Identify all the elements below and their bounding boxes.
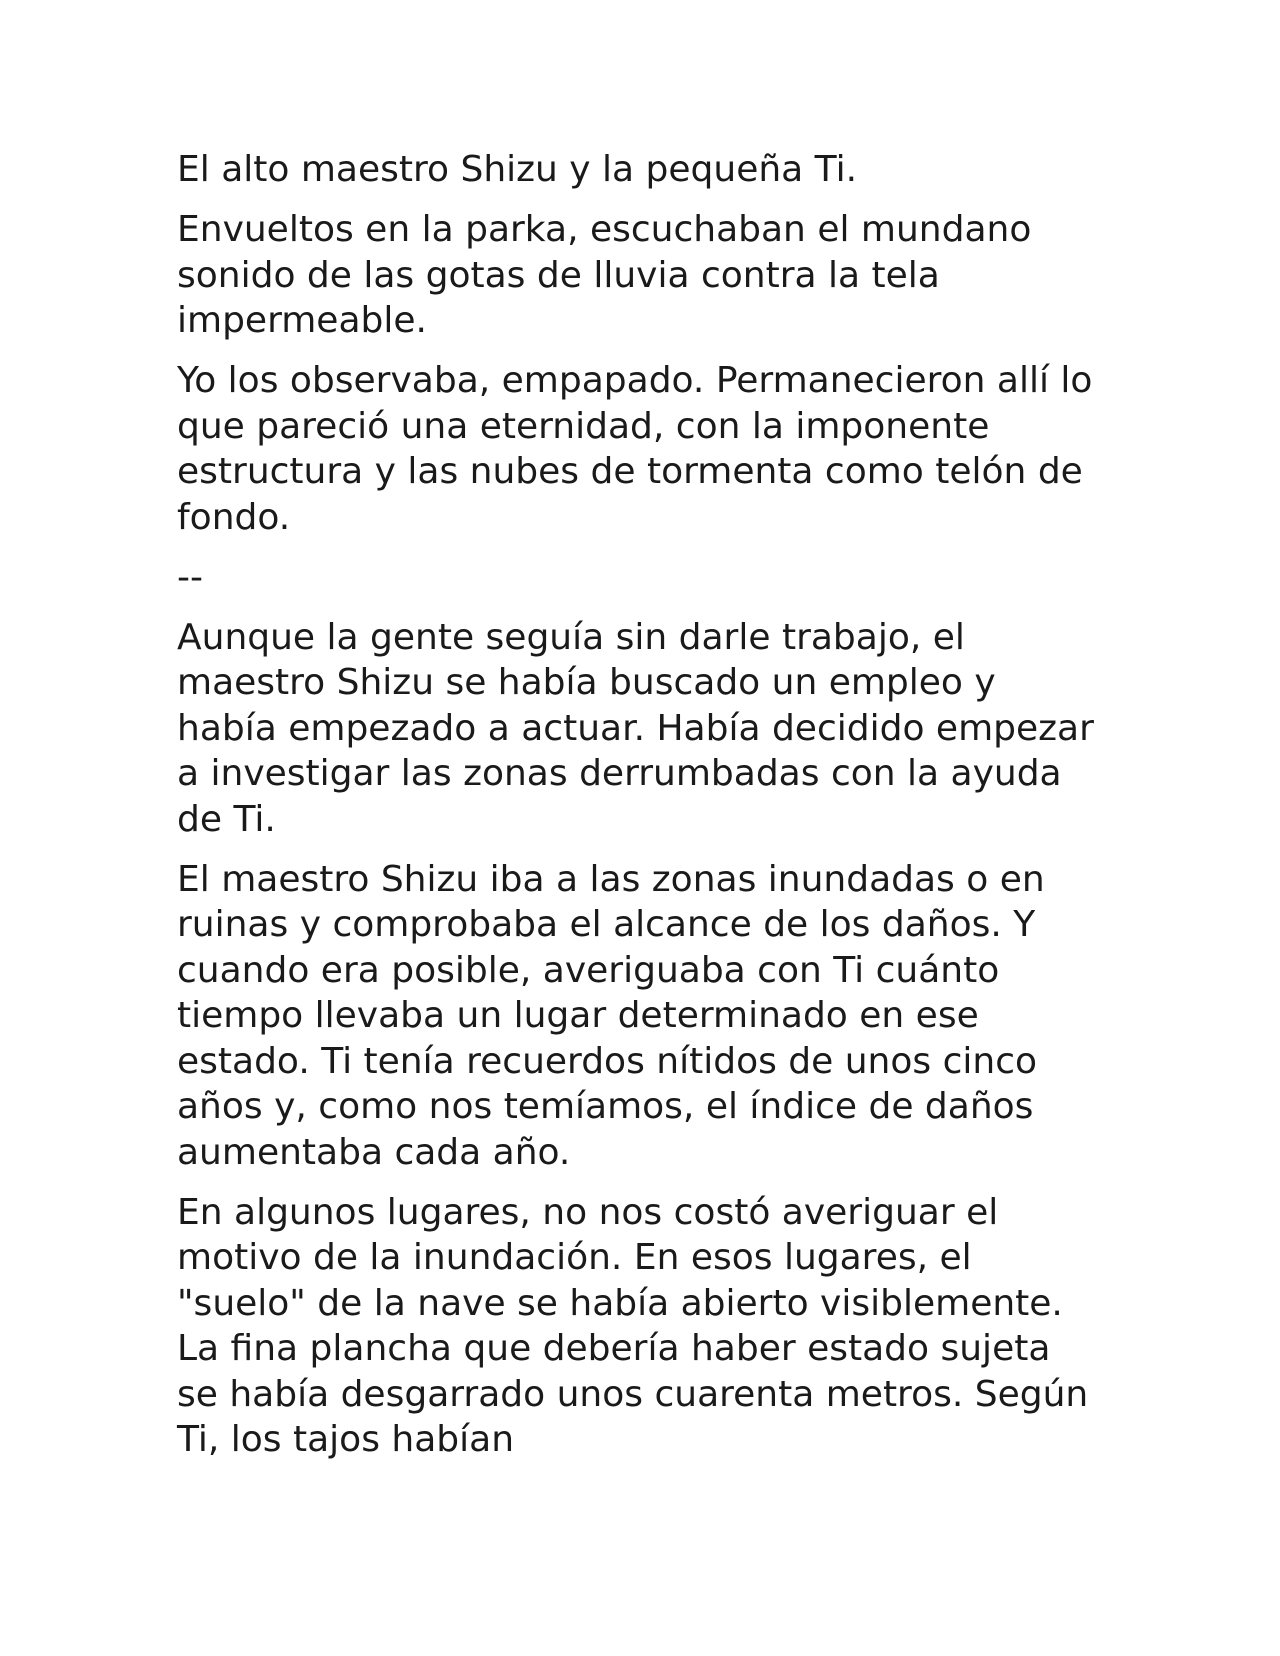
paragraph: Aunque la gente seguía sin darle trabajo, el maestro Shizu se había buscado un empleo y había empezado a actuar. Había decidido empezar a investigar las zonas derrumbadas con la ayuda de Ti. — [177, 616, 1094, 840]
paragraph: El maestro Shizu iba a las zonas inundadas o en ruinas y comprobaba el alcance de los daños. Y cuando era posible, averiguaba con Ti cuánto tiempo llevaba un lugar determinado en ese estado. Ti tenía recuerdos nítidos de unos cinco años y, como nos temíamos, el índice de daños aumentaba cada año. — [177, 858, 1045, 1173]
paragraph: El alto maestro Shizu y la pequeña Ti. — [177, 149, 858, 190]
section-separator: -- — [177, 556, 203, 598]
document-page — [177, 147, 1097, 1477]
paragraph: En algunos lugares, no nos costó averiguar el motivo de la inundación. En esos lugares, el "suelo" de la nave se había abierto visiblemente. La fina plancha que debería haber estado sujeta se había desgarrado unos cuarenta metros. Según Ti, los tajos habían — [177, 1191, 1089, 1460]
paragraph: Yo los observaba, empapado. Permanecieron allí lo que pareció una eternidad, con la imponente estructura y las nubes de tormenta como telón de fondo. — [177, 360, 1093, 538]
paragraph: Envueltos en la parka, escuchaban el mundano sonido de las gotas de lluvia contra la tela impermeable. — [177, 209, 1032, 341]
